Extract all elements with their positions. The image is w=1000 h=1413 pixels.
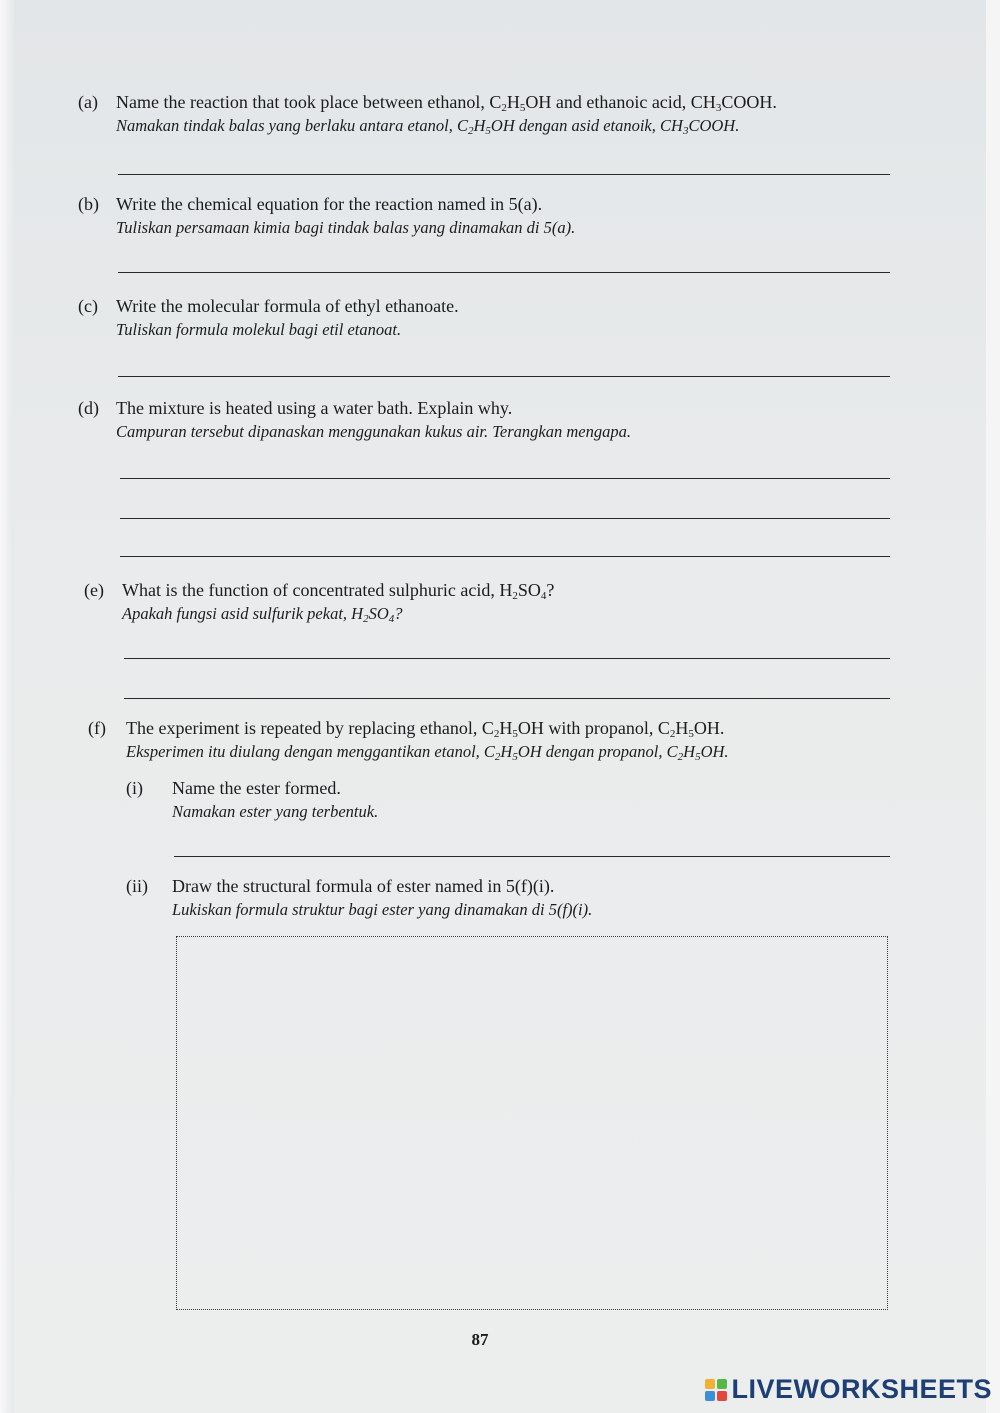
question-letter: (d) <box>78 398 99 418</box>
answer-line-e-2[interactable] <box>124 698 890 699</box>
question-a-malay: Namakan tindak balas yang berlaku antara etanol, $C_2H_5OH$ dengan asid etanoik, $CH_3COOH$. <box>116 116 740 137</box>
answer-line-f-i[interactable] <box>174 856 890 857</box>
liveworksheets-logo-text: LIVEWORKSHEETS <box>731 1374 992 1404</box>
question-c-malay: Tuliskan formula molekul bagi etil etanoat. <box>116 320 402 339</box>
answer-line-c[interactable] <box>118 376 890 377</box>
page-edge <box>0 0 14 1413</box>
subquestion-number: (ii) <box>126 876 148 896</box>
question-letter: (a) <box>78 92 98 112</box>
question-f-ii-malay: Lukiskan formula struktur bagi ester yang dinamakan di 5(f)(i). <box>172 900 593 919</box>
question-letter: (e) <box>84 580 104 600</box>
answer-line-d-1[interactable] <box>120 478 890 479</box>
liveworksheets-logo-icon <box>705 1379 727 1401</box>
question-f-i-english: Name the ester formed. <box>172 778 341 798</box>
answer-line-a[interactable] <box>118 174 890 175</box>
page-number: 87 <box>471 1330 489 1349</box>
question-c-english: Write the molecular formula of ethyl ethanoate. <box>116 296 459 316</box>
question-b-english: Write the chemical equation for the reaction named in 5(a). <box>116 194 543 214</box>
question-letter: (b) <box>78 194 99 214</box>
question-e-english: What is the function of concentrated sulphuric acid, $H_2SO_4$? <box>122 580 555 602</box>
answer-line-e-1[interactable] <box>124 658 890 659</box>
answer-line-b[interactable] <box>118 272 890 273</box>
liveworksheets-logo <box>705 1374 992 1405</box>
answer-line-d-2[interactable] <box>120 518 890 519</box>
question-b-malay: Tuliskan persamaan kimia bagi tindak balas yang dinamakan di 5(a). <box>116 218 576 237</box>
question-a-english: Name the reaction that took place between ethanol, $C_2H_5OH$ and ethanoic acid, $CH_3COOH$. <box>116 92 777 114</box>
question-f-i-malay: Namakan ester yang terbentuk. <box>172 802 379 821</box>
question-letter: (c) <box>78 296 98 316</box>
question-f-english: The experiment is repeated by replacing ethanol, $C_2H_5OH$ with propanol, $C_2H_5OH$. <box>126 718 725 740</box>
question-f-malay: Eksperimen itu diulang dengan menggantikan etanol, $C_2H_5OH$ dengan propanol, $C_2H_5OH$. <box>126 742 729 763</box>
question-letter: (f) <box>88 718 106 738</box>
subquestion-number: (i) <box>126 778 143 798</box>
structural-formula-drawing-area[interactable] <box>176 936 888 1310</box>
question-f-ii-english: Draw the structural formula of ester named in 5(f)(i). <box>172 876 555 896</box>
answer-line-d-3[interactable] <box>120 556 890 557</box>
question-e-malay: Apakah fungsi asid sulfurik pekat, $H_2SO_4$? <box>122 604 403 625</box>
question-d-english: The mixture is heated using a water bath. Explain why. <box>116 398 513 418</box>
question-d-malay: Campuran tersebut dipanaskan menggunakan kukus air. Terangkan mengapa. <box>116 422 631 441</box>
